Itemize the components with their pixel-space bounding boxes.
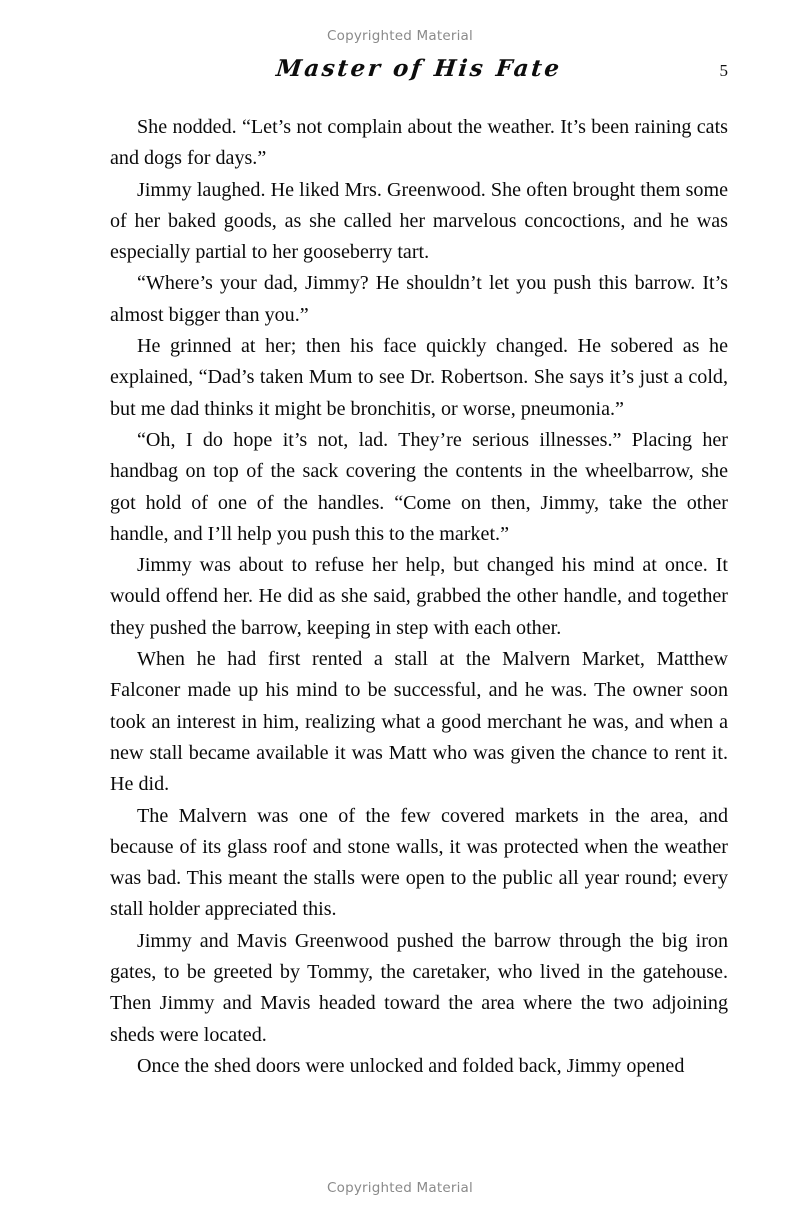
body-paragraph: When he had first rented a stall at the Malvern Market, Matthew Falconer made up his mind to be successful, and he was. The owner soon took an interest in him, realizing what a good merchant he was, and when a new stall became available it was Matt who was given the chance to rent it. He did. <box>110 648 728 796</box>
body-paragraph: Jimmy was about to refuse her help, but changed his mind at once. It would offend her. He did as she said, grabbed the other handle, and together they pushed the barrow, keeping in step with each other. <box>110 554 728 639</box>
page-number: 5 <box>719 61 728 80</box>
body-paragraph: Jimmy and Mavis Greenwood pushed the barrow through the big iron gates, to be greeted by Tommy, the caretaker, who lived in the gatehouse. Then Jimmy and Mavis headed toward the area where the two adjoining sheds were located. <box>110 929 728 1046</box>
running-head <box>110 57 728 89</box>
copyright-watermark-bottom: Copyrighted Material <box>327 1180 473 1196</box>
body-text <box>110 112 728 1082</box>
body-paragraph: Once the shed doors were unlocked and folded back, Jimmy opened <box>137 1054 685 1077</box>
body-paragraph: He grinned at her; then his face quickly changed. He sobered as he explained, “Dad’s taken Mum to see Dr. Robertson. She says it’s just a cold, but me dad thinks it might be bronchitis, or worse, pneumonia.” <box>110 335 728 420</box>
body-paragraph: “Where’s your dad, Jimmy? He shouldn’t let you push this barrow. It’s almost bigger than you.” <box>110 272 728 326</box>
body-paragraph: Jimmy laughed. He liked Mrs. Greenwood. She often brought them some of her baked goods, as she called her marvelous concoctions, and he was especially partial to her gooseberry tart. <box>110 178 728 264</box>
book-title: Master of His Fate <box>274 55 564 82</box>
body-paragraph: She nodded. “Let’s not complain about the weather. It’s been raining cats and dogs for days.” <box>110 116 728 170</box>
body-paragraph: The Malvern was one of the few covered markets in the area, and because of its glass roof and stone walls, it was protected when the weather was bad. This meant the stalls were open to the public all year round; every stall holder appreciated this. <box>110 804 728 921</box>
body-paragraph: “Oh, I do hope it’s not, lad. They’re serious illnesses.” Placing her handbag on top of the sack covering the contents in the wheelbarrow, she got hold of one of the handles. “Come on then, Jimmy, take the other handle, and I’ll help you push this to the market.” <box>110 428 728 545</box>
copyright-watermark-top: Copyrighted Material <box>327 28 473 44</box>
